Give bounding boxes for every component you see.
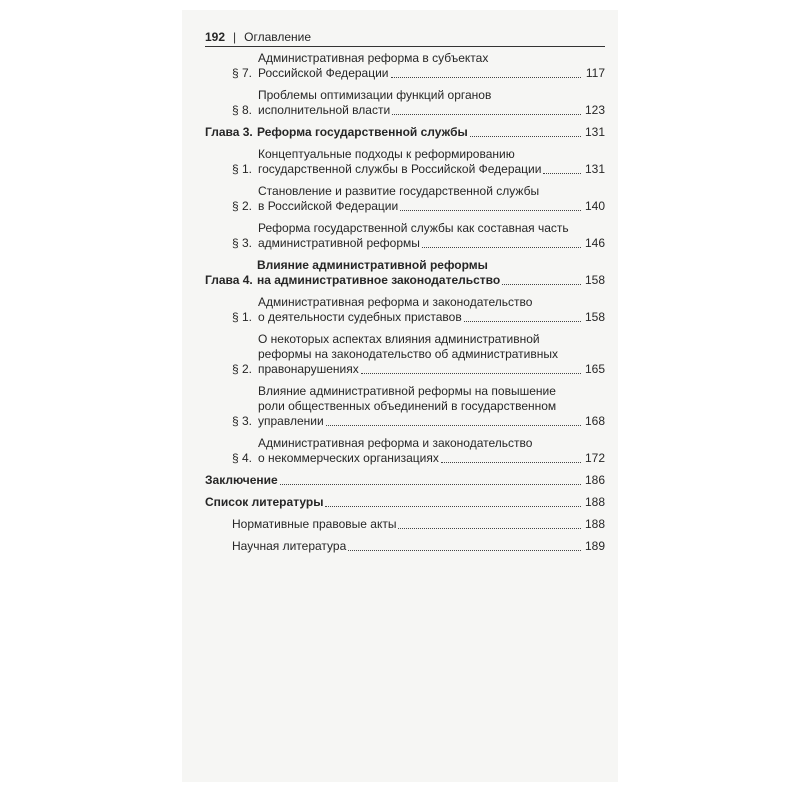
toc-entry-literature[interactable] (205, 495, 605, 510)
entry-title-line: Влияние административной реформы на повышение (258, 384, 556, 398)
entry-page-number: 146 (584, 236, 605, 250)
entry-title-line: Реформа государственной службы (257, 125, 468, 139)
toc-entry-chapter-3[interactable] (205, 125, 605, 140)
entry-page-number: 158 (584, 310, 605, 324)
entry-title-line: О некоторых аспектах влияния административной (258, 332, 540, 346)
dot-leader (391, 77, 582, 78)
dot-leader (326, 425, 581, 426)
entry-title-line: о некоммерческих организациях (258, 451, 439, 465)
entry-page-number: 188 (584, 495, 605, 509)
dot-leader (441, 462, 581, 463)
entry-page-number: 140 (584, 199, 605, 213)
entry-title-line: Административная реформа в субъектах (258, 51, 489, 65)
entry-title-line: Влияние административной реформы (257, 258, 488, 272)
entry-page-number: 158 (584, 273, 605, 287)
entry-title-line: правонарушениях (258, 362, 359, 376)
entry-title-line: реформы на законодательство об административных (258, 347, 558, 361)
entry-title-line: Заключение (205, 473, 278, 487)
section-mark: § 8. (232, 103, 253, 117)
section-mark: § 7. (232, 66, 253, 80)
entry-title-line: на административное законодательство (257, 273, 501, 287)
toc-entry-conclusion[interactable] (205, 473, 605, 488)
dot-leader (464, 321, 581, 322)
toc-entry-ch3-section-3[interactable] (205, 221, 605, 251)
entry-title-line: Проблемы оптимизации функций органов (258, 88, 492, 102)
section-mark: § 1. (232, 162, 253, 176)
entry-page-number: 131 (584, 162, 605, 176)
dot-leader (361, 373, 581, 374)
entry-page-number: 117 (585, 66, 605, 80)
toc-entry-chapter-4[interactable] (205, 258, 605, 288)
header-title: Оглавление (244, 30, 312, 44)
section-mark: § 3. (232, 236, 253, 250)
header-separator: | (233, 30, 237, 44)
entry-title-line: административной реформы (258, 236, 420, 250)
entry-title-line: государственной службы в Российской Федерации (258, 162, 542, 176)
entry-title-line: Концептуальные подходы к реформированию (258, 147, 515, 161)
entry-title-line: Реформа государственной службы как составная часть (258, 221, 569, 235)
toc-entry-normative-acts[interactable] (205, 517, 605, 532)
toc-entry-section-8[interactable] (205, 88, 605, 118)
section-mark: § 1. (232, 310, 253, 324)
dot-leader (348, 550, 581, 551)
entry-title-line: исполнительной власти (258, 103, 391, 117)
toc-entry-ch4-section-3[interactable] (205, 384, 605, 429)
section-mark: § 2. (232, 199, 253, 213)
header-rule (205, 46, 605, 47)
entry-title-line: Административная реформа и законодательство (258, 295, 533, 309)
entry-page-number: 123 (584, 103, 605, 117)
running-header (205, 30, 605, 44)
entry-page-number: 168 (584, 414, 605, 428)
dot-leader (392, 114, 581, 115)
toc-entry-ch3-section-1[interactable] (205, 147, 605, 177)
entry-page-number: 189 (584, 539, 605, 553)
section-mark: § 3. (232, 414, 253, 428)
entry-title-line: Научная литература (232, 539, 347, 553)
chapter-mark: Глава 3. (205, 125, 253, 139)
entry-title-line: Становление и развитие государственной службы (258, 184, 540, 198)
section-mark: § 4. (232, 451, 253, 465)
entry-title-line: управлении (258, 414, 324, 428)
dot-leader (502, 284, 581, 285)
entry-page-number: 188 (584, 517, 605, 531)
page-number: 192 (205, 30, 226, 44)
dot-leader (325, 506, 581, 507)
dot-leader (422, 247, 581, 248)
entry-title-line: о деятельности судебных приставов (258, 310, 462, 324)
entry-title-line: роли общественных объединений в государственном (258, 399, 557, 413)
entry-title-line: Нормативные правовые акты (232, 517, 397, 531)
toc-entry-scientific-literature[interactable] (205, 539, 605, 554)
toc-entry-section-7[interactable] (205, 51, 605, 81)
toc-entry-ch4-section-1[interactable] (205, 295, 605, 325)
section-mark: § 2. (232, 362, 253, 376)
entry-page-number: 131 (584, 125, 605, 139)
dot-leader (470, 136, 581, 137)
dot-leader (280, 484, 581, 485)
dot-leader (398, 528, 581, 529)
entry-page-number: 186 (584, 473, 605, 487)
toc-entry-ch4-section-4[interactable] (205, 436, 605, 466)
toc-entry-ch3-section-2[interactable] (205, 184, 605, 214)
dot-leader (543, 173, 581, 174)
entry-title-line: Административная реформа и законодательство (258, 436, 533, 450)
entry-page-number: 172 (584, 451, 605, 465)
entry-title-line: Российской Федерации (258, 66, 389, 80)
dot-leader (400, 210, 581, 211)
entry-page-number: 165 (584, 362, 605, 376)
table-of-contents (205, 51, 605, 561)
entry-title-line: Список литературы (205, 495, 324, 509)
chapter-mark: Глава 4. (205, 273, 253, 287)
entry-title-line: в Российской Федерации (258, 199, 399, 213)
toc-entry-ch4-section-2[interactable] (205, 332, 605, 377)
